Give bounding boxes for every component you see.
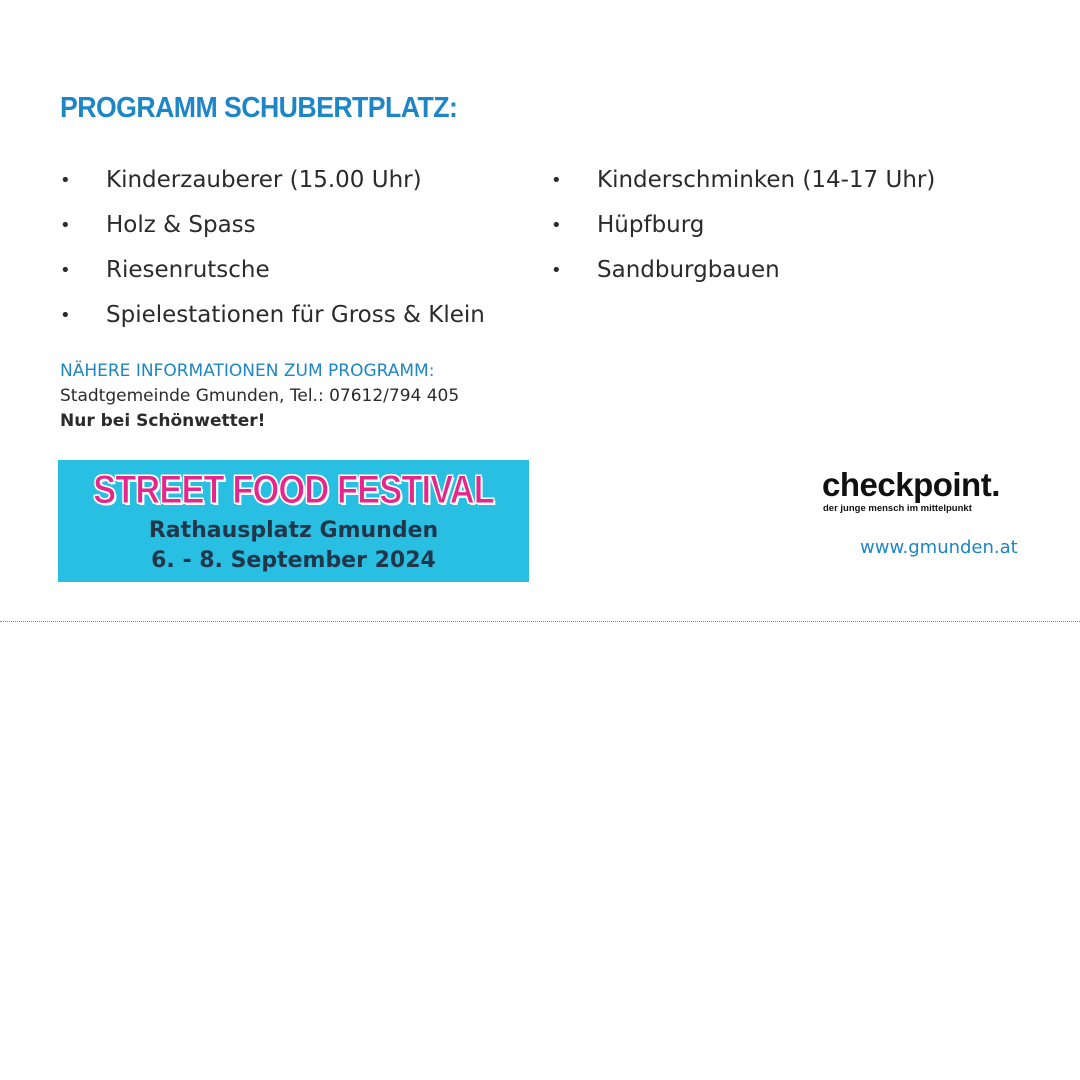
program-item-label: Kinderzauberer (15.00 Uhr) <box>106 167 422 193</box>
bullet-icon: • <box>551 170 562 191</box>
logo-tagline: der junge mensch im mittelpunkt <box>823 503 972 514</box>
info-contact: Stadtgemeinde Gmunden, Tel.: 07612/794 405 <box>60 386 460 406</box>
bullet-icon: • <box>551 260 562 281</box>
banner-location: Rathausplatz Gmunden <box>148 518 439 543</box>
program-item-label: Spielestationen für Gross & Klein <box>106 302 485 328</box>
page-title: PROGRAMM SCHUBERTPLATZ: <box>60 92 458 124</box>
festival-banner <box>58 460 529 582</box>
bullet-icon: • <box>60 260 71 281</box>
website-link[interactable]: www.gmunden.at <box>860 537 1018 558</box>
program-item-label: Hüpfburg <box>597 212 705 238</box>
banner-title: STREET FOOD FESTIVAL <box>93 468 494 512</box>
weather-note: Nur bei Schönwetter! <box>60 411 266 431</box>
dotted-divider <box>0 621 1080 622</box>
program-item-label: Kinderschminken (14-17 Uhr) <box>597 167 936 193</box>
bullet-icon: • <box>60 170 71 191</box>
bullet-icon: • <box>60 305 71 326</box>
info-heading: NÄHERE INFORMATIONEN ZUM PROGRAMM: <box>60 361 435 381</box>
program-item-label: Holz & Spass <box>106 212 256 238</box>
bullet-icon: • <box>60 215 71 236</box>
bullet-icon: • <box>551 215 562 236</box>
banner-date: 6. - 8. September 2024 <box>151 548 436 573</box>
logo-wordmark: checkpoint. <box>822 466 1000 503</box>
checkpoint-logo <box>822 466 1030 518</box>
program-item-label: Riesenrutsche <box>106 257 270 283</box>
program-item-label: Sandburgbauen <box>597 257 780 283</box>
